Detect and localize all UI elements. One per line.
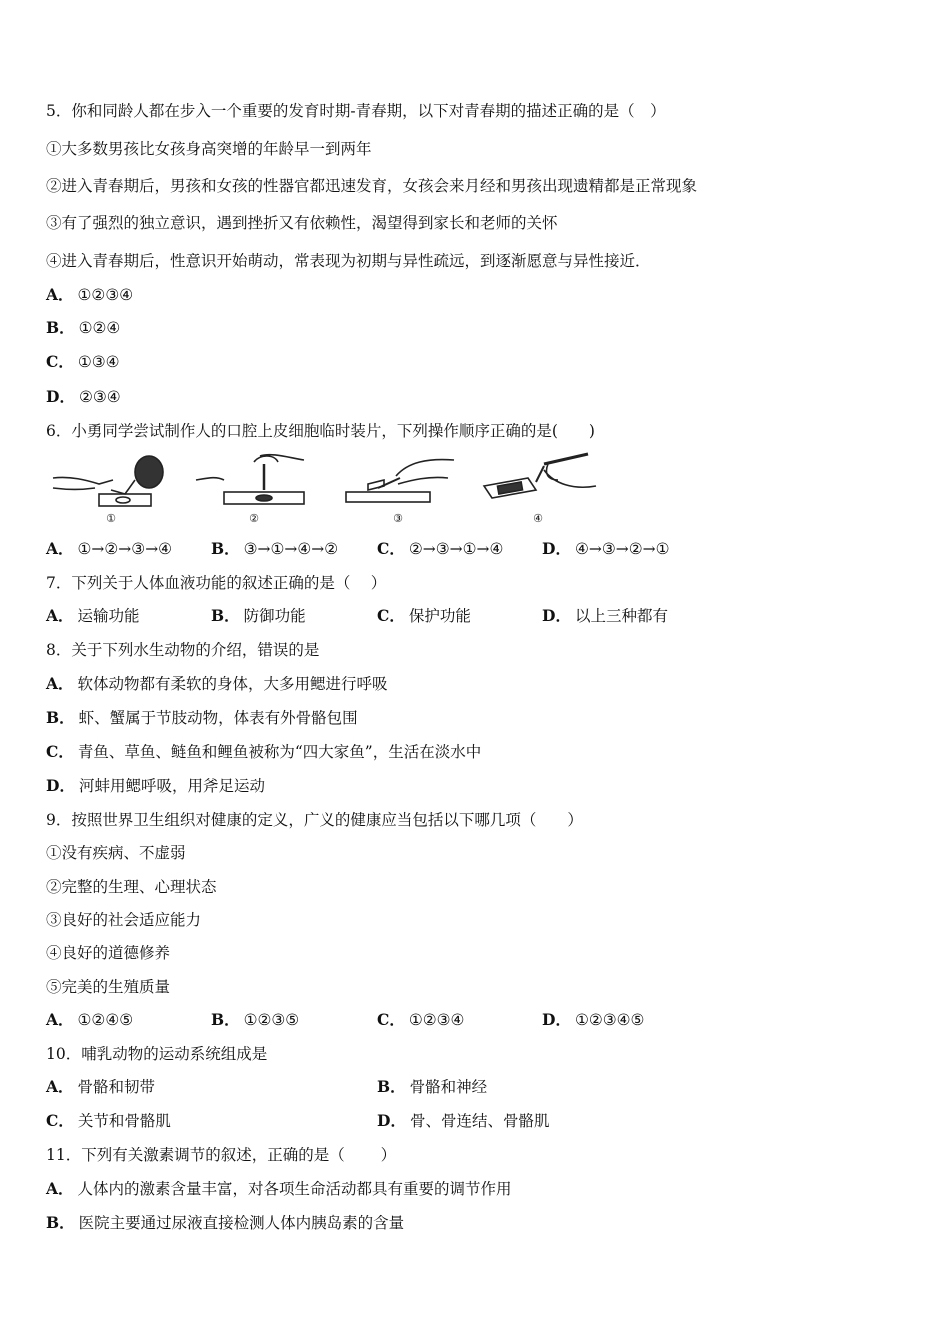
q10-option-c: C． 关节和骨骼肌 [46,1111,171,1130]
q6-option-d: D． ④→③→②→① [542,539,670,558]
q9-option-d: D． ①②③④⑤ [542,1010,645,1029]
q5-option-a: A． ①②③④ [46,285,134,304]
q9-item-2: ②完整的生理、心理状态 [46,878,217,896]
q6-option-a: A． ①→②→③→④ [46,539,173,558]
step-1-drop-water-illustration [51,450,171,530]
q8-option-d: D． 河蚌用鳃呼吸，用斧足运动 [46,776,265,795]
q9-item-3: ③良好的社会适应能力 [46,911,202,929]
q5-item-1: ①大多数男孩比女孩身高突增的年龄早一到两年 [46,140,372,158]
q11-option-a: A． 人体内的激素含量丰富，对各项生命活动都具有重要的调节作用 [46,1179,512,1198]
q5-option-c: C． ①③④ [46,352,120,371]
q10-stem: 10．哺乳动物的运动系统组成是 [46,1045,268,1063]
q9-item-5: ⑤完美的生殖质量 [46,978,171,996]
q6-option-b: B． ③→①→④→② [211,539,339,558]
q8-stem: 8．关于下列水生动物的介绍，错误的是 [46,641,320,659]
slide-preparation-figure [46,450,626,530]
q5-item-4: ④进入青春期后，性意识开始萌动，常表现为初期与异性疏远，到逐渐愿意与异性接近． [46,252,651,270]
q7-option-c: C． 保护功能 [377,606,471,625]
q11-option-b: B． 医院主要通过尿液直接检测人体内胰岛素的含量 [46,1213,405,1232]
q10-option-d: D． 骨、骨连结、骨骼肌 [377,1111,550,1130]
q8-option-c: C． 青鱼、草鱼、鲢鱼和鲤鱼被称为“四大家鱼”，生活在淡水中 [46,742,482,761]
figure-label-3: ③ [393,512,403,525]
q10-option-b: B． 骨骼和神经 [377,1077,488,1096]
q5-option-b: B． ①②④ [46,318,121,337]
q11-stem: 11．下列有关激素调节的叙述，正确的是（ ） [46,1146,397,1164]
q9-item-1: ①没有疾病、不虚弱 [46,844,186,862]
q8-option-a: A． 软体动物都有柔软的身体，大多用鳃进行呼吸 [46,674,388,693]
q9-option-a: A． ①②④⑤ [46,1010,134,1029]
q7-stem: 7．下列关于人体血液功能的叙述正确的是（ ） [46,574,387,592]
q7-option-a: A． 运输功能 [46,606,140,625]
figure-label-2: ② [249,512,259,525]
q6-stem: 6．小勇同学尝试制作人的口腔上皮细胞临时装片，下列操作顺序正确的是( ) [46,422,595,440]
step-4-staining-illustration [478,450,598,530]
q8-option-b: B． 虾、蟹属于节肢动物，体表有外骨骼包围 [46,708,358,727]
q5-item-2: ②进入青春期后，男孩和女孩的性器官都迅速发育，女孩会来月经和男孩出现遗精都是正常现象 [46,177,698,195]
q9-stem: 9．按照世界卫生组织对健康的定义，广义的健康应当包括以下哪几项（ ） [46,811,583,829]
q5-item-3: ③有了强烈的独立意识，遇到挫折又有依赖性，渴望得到家长和老师的关怀 [46,214,558,232]
step-2-scrape-cells-illustration [194,450,314,530]
figure-label-4: ④ [533,512,543,525]
figure-label-1: ① [106,512,116,525]
q5-option-d: D． ②③④ [46,387,121,406]
step-3-cover-slip-illustration [338,450,458,530]
q9-option-c: C． ①②③④ [377,1010,465,1029]
q9-option-b: B． ①②③⑤ [211,1010,300,1029]
q9-item-4: ④良好的道德修养 [46,944,171,962]
q7-option-b: B． 防御功能 [211,606,306,625]
q6-option-c: C． ②→③→①→④ [377,539,504,558]
q10-option-a: A． 骨骼和韧带 [46,1077,156,1096]
q7-option-d: D． 以上三种都有 [542,606,668,625]
q5-stem: 5．你和同龄人都在步入一个重要的发育时期-青春期，以下对青春期的描述正确的是（ ） [46,102,666,120]
